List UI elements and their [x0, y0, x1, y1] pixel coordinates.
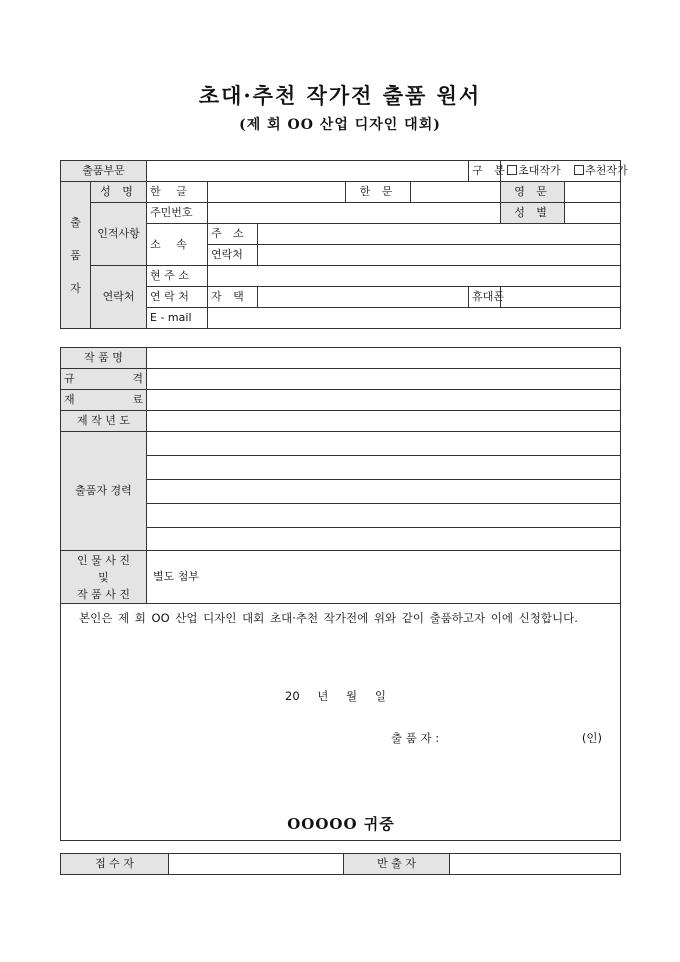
career-line[interactable]: [147, 456, 621, 480]
resident-no-field[interactable]: [208, 203, 501, 224]
english-name-field[interactable]: [565, 182, 621, 203]
gender-label: 성 별: [501, 203, 565, 224]
work-table: [60, 347, 621, 841]
photo-label-line-1: 인 물 사 진: [77, 553, 130, 567]
korean-label: 한 글: [147, 182, 208, 203]
material-label: 재 료: [61, 390, 147, 411]
addressee: OOOOO 귀중: [287, 815, 395, 833]
seal-mark: (인): [581, 731, 602, 745]
side-char-3: 자: [70, 281, 81, 295]
declaration-date: 20 년 월 일: [285, 689, 386, 703]
mobile-phone-field[interactable]: [501, 287, 621, 308]
year-field[interactable]: [147, 411, 621, 432]
address-label: 주 소: [208, 224, 258, 245]
korean-name-field[interactable]: [208, 182, 346, 203]
hanja-label: 한 문: [346, 182, 411, 203]
personal-label: 인적사항: [91, 203, 147, 266]
photo-label-line-3: 작 품 사 진: [77, 587, 130, 601]
footer-table: [60, 853, 621, 875]
recommended-option-label: 추천작가: [585, 164, 628, 177]
spec-label: 규 격: [61, 369, 147, 390]
returner-label: 반 출 자: [344, 854, 450, 875]
home-label: 자 택: [208, 287, 258, 308]
career-line[interactable]: [147, 480, 621, 504]
affiliation-contact-label: 연락처: [208, 245, 258, 266]
declaration-cell: [61, 604, 621, 841]
email-label: E - mail: [147, 308, 208, 329]
affiliation-contact-field[interactable]: [258, 245, 621, 266]
current-address-label: 현 주 소: [147, 266, 208, 287]
hanja-name-field[interactable]: [411, 182, 501, 203]
name-label: 성 명: [91, 182, 147, 203]
mobile-label: 휴대폰: [469, 287, 501, 308]
dept-field[interactable]: [147, 161, 469, 182]
receiver-label: 접 수 자: [61, 854, 169, 875]
side-char-1: 출: [70, 215, 81, 229]
affiliation-label: 소 속: [147, 224, 208, 266]
photo-label: [61, 551, 147, 604]
work-title-field[interactable]: [147, 348, 621, 369]
declaration-text: 본인은 제 회 OO 산업 디자인 대회 초대·추천 작가전에 위와 같이 출품하고자 이에 신청합니다.: [79, 611, 578, 625]
spec-field[interactable]: [147, 369, 621, 390]
year-label: 제 작 년 도: [61, 411, 147, 432]
invited-option-label: 초대작가: [518, 164, 561, 177]
phone-label: 연 락 처: [147, 287, 208, 308]
returner-field[interactable]: [450, 854, 621, 875]
applicant-side-label: [61, 182, 91, 329]
photo-value: 별도 첨부: [147, 551, 621, 604]
resident-no-label: 주민번호: [147, 203, 208, 224]
dept-label: 출품부문: [61, 161, 147, 182]
affiliation-address-field[interactable]: [258, 224, 621, 245]
email-field[interactable]: [208, 308, 621, 329]
english-label: 영 문: [501, 182, 565, 203]
current-address-field[interactable]: [208, 266, 621, 287]
submitter-label: 출 품 자 :: [391, 731, 440, 745]
invited-checkbox[interactable]: [507, 165, 517, 175]
material-field[interactable]: [147, 390, 621, 411]
career-line[interactable]: [147, 504, 621, 528]
home-phone-field[interactable]: [258, 287, 469, 308]
gender-field[interactable]: [565, 203, 621, 224]
career-line[interactable]: [147, 432, 621, 456]
form-subtitle: (제 회 OO 산업 디자인 대회): [239, 117, 441, 133]
invited-option[interactable]: [507, 164, 561, 177]
recommended-option[interactable]: [574, 164, 628, 177]
category-label: 구 분: [469, 161, 501, 182]
work-title-label: 작 품 명: [61, 348, 147, 369]
photo-label-line-2: 및: [98, 570, 109, 584]
applicant-table: [60, 160, 628, 329]
career-label: 출품자 경력: [61, 432, 147, 551]
form-title: 초대·추천 작가전 출품 원서: [198, 83, 482, 108]
receiver-field[interactable]: [169, 854, 344, 875]
recommended-checkbox[interactable]: [574, 165, 584, 175]
career-line[interactable]: [147, 528, 621, 551]
contact-label: 연락처: [91, 266, 147, 329]
side-char-2: 품: [70, 248, 81, 262]
